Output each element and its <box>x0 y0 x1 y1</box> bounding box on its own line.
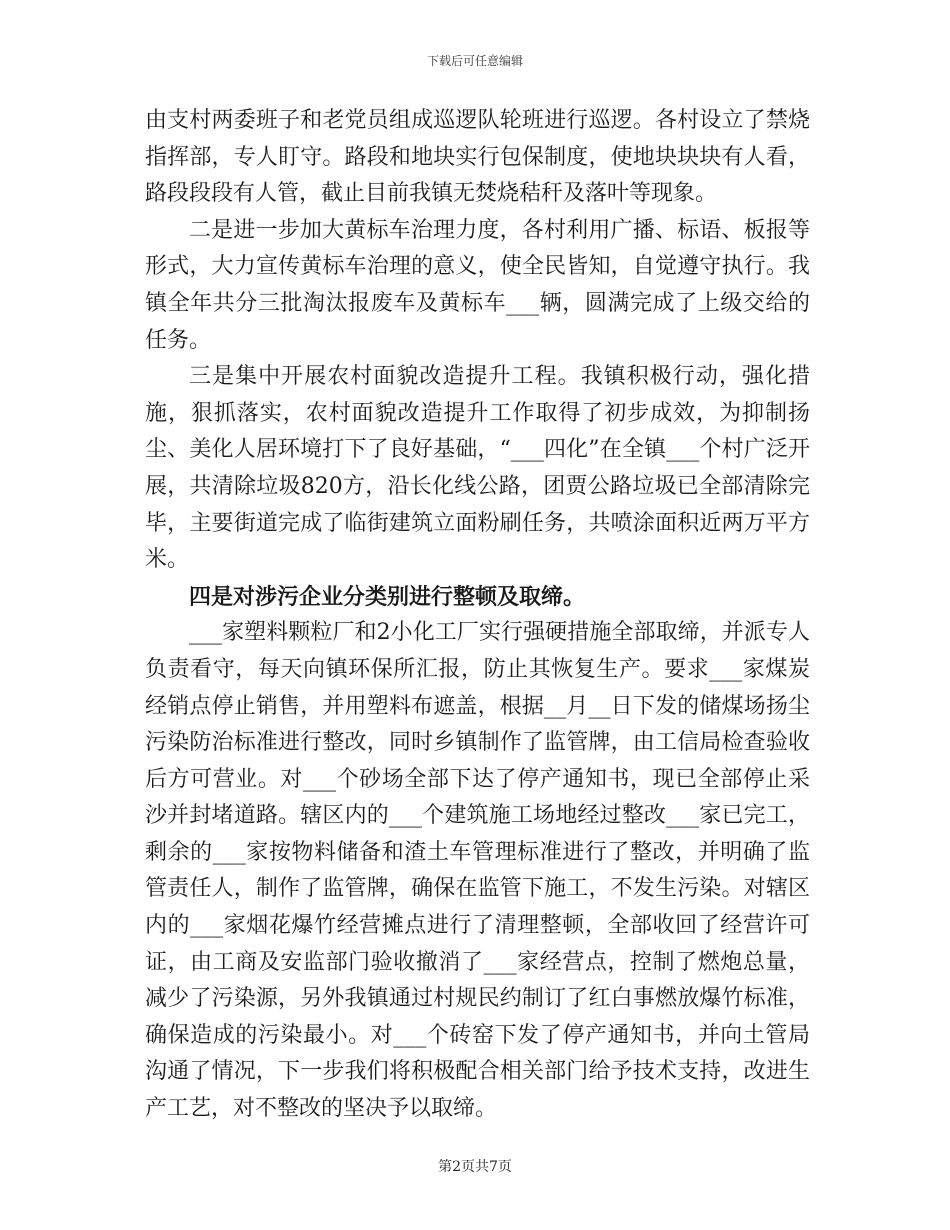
page-number-footer: 第2页共7页 <box>438 1159 512 1175</box>
document-body <box>145 103 810 1128</box>
section-heading-polluting-enterprises: 四是对涉污企业分类别进行整顿及取缔。 <box>189 583 586 610</box>
paragraph-continued: 由支村两委班子和老党员组成巡逻队轮班进行巡逻。各村设立了禁烧指挥部，专人盯守。路段和地块实行包保制度，使地块块块有人看，路段段段有人管，截止目前我镇无焚烧秸秆及落叶等现象。 <box>145 108 810 207</box>
paragraph-rural-improvement: 三是集中开展农村面貌改造提升工程。我镇积极行动，强化措施，狠抓落实，农村面貌改造提升工作取得了初步成效，为抑制扬尘、美化人居环境打下了良好基础，“___四化”在全镇___个村广泛开展，共清除垃圾820方，沿长化线公路，团贾公路垃圾已全部清除完毕，主要街道完成了临街建筑立面粉刷任务，共喷涂面积近两万平方米。 <box>145 364 810 573</box>
paragraph-enterprise-rectification: ___家塑料颗粒厂和2小化工厂实行强硬措施全部取缔，并派专人负责看守，每天向镇环保所汇报，防止其恢复生产。要求___家煤炭经销点停止销售，并用塑料布遮盖，根据__月__日下发的储煤场扬尘污染防治标准进行整改，同时乡镇制作了监管牌，由工信局检查验收后方可营业。对___个砂场全部下达了停产通知书，现已全部停止采沙并封堵道路。辖区内的___个建筑施工场地经过整改___家已完工，剩余的___家按物料储备和渣土车管理标准进行了整改，并明确了监管责任人，制作了监管牌，确保在监管下施工，不发生污染。对辖区内的___家烟花爆竹经营摊点进行了清理整顿，全部收回了经营许可证，由工商及安监部门验收撤消了___家经营点，控制了燃炮总量，减少了污染源，另外我镇通过村规民约制订了红白事燃放爆竹标准，确保造成的污染最小。对___个砖窑下发了停产通知书，并向土管局沟通了情况，下一步我们将积极配合相关部门给予技术支持，改进生产工艺，对不整改的坚决予以取缔。 <box>145 620 810 1122</box>
paragraph-yellow-label-vehicles: 二是进一步加大黄标车治理力度，各村利用广播、标语、板报等形式，大力宣传黄标车治理的意义，使全民皆知，自觉遵守执行。我镇全年共分三批淘汰报废车及黄标车___辆，圆满完成了上级交给的任务。 <box>145 217 810 353</box>
page-header: 下载后可任意编辑 <box>426 54 523 68</box>
